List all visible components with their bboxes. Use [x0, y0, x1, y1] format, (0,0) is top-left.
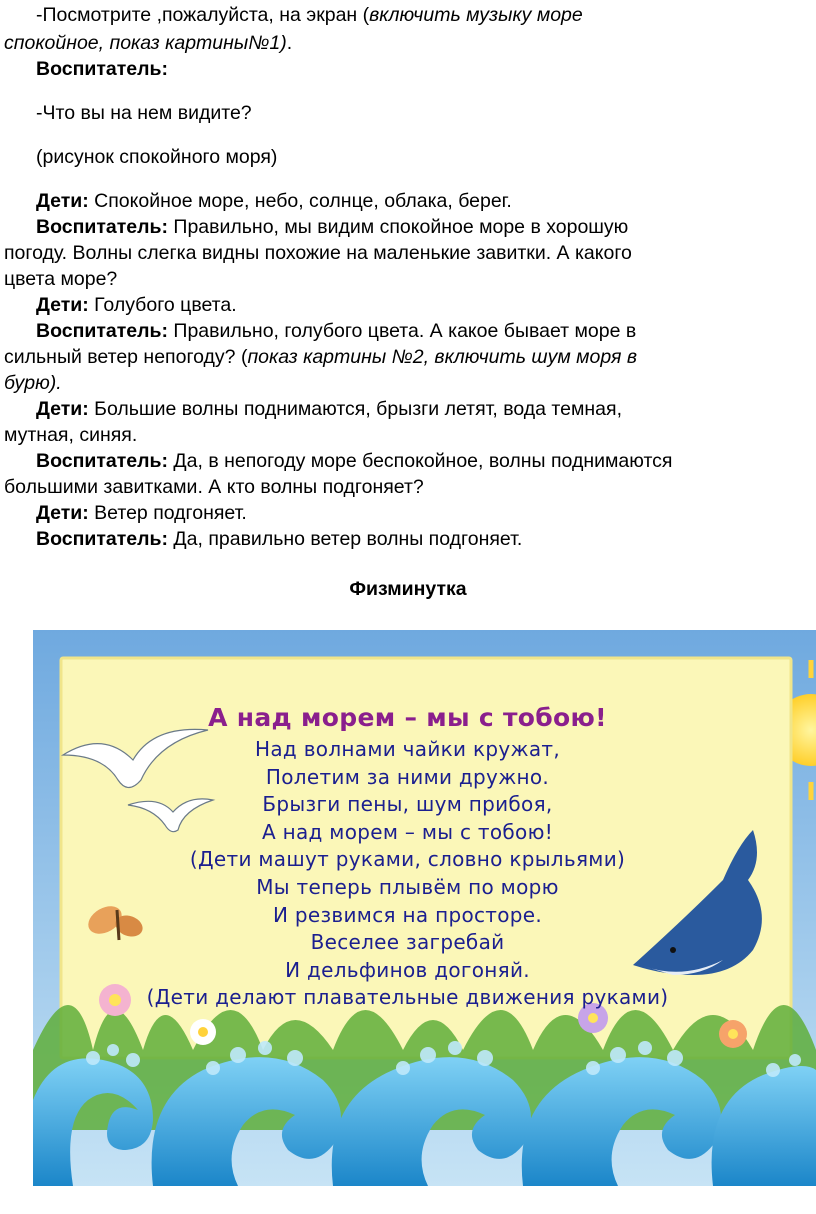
children-label: Дети: [36, 398, 89, 420]
question-note: (рисунок спокойного моря) [36, 146, 278, 168]
teacher-line-5 [36, 526, 522, 552]
intro-text: -Посмотрите ,пожалуйста, на экран ( [36, 4, 370, 26]
intro-line-2 [4, 30, 292, 56]
children-answer-3 [36, 396, 622, 422]
poem-line: Брызги пены, шум прибоя, [262, 792, 553, 817]
teacher-line-3b [4, 344, 637, 370]
intro-italic-2: спокойное, показ картины№1) [4, 32, 287, 54]
teacher-text: Правильно, мы видим спокойное море в хорошую [168, 216, 629, 238]
teacher-label: Воспитатель: [36, 216, 169, 238]
teacher-line-3a [36, 318, 636, 344]
teacher-line-2a [36, 214, 628, 240]
poem-block [60, 700, 755, 1012]
teacher-italic: показ картины №2, включить шум моря в [247, 346, 637, 368]
poem-line: И дельфинов догоняй. [285, 957, 530, 982]
teacher-text: Да, в непогоду море беспокойное, волны поднимаются [168, 450, 673, 472]
answer-text: Спокойное море, небо, солнце, облака, берег. [88, 190, 512, 212]
teacher-label: Воспитатель: [36, 58, 169, 80]
intro-line-1 [36, 2, 583, 28]
teacher-label: Воспитатель: [36, 450, 169, 472]
children-answer-2 [36, 292, 237, 318]
question-1: -Что вы на нем видите? [36, 102, 252, 124]
answer-text: Голубого цвета. [88, 294, 237, 316]
children-answer-1 [36, 188, 512, 214]
teacher-text: сильный ветер непогоду? ( [4, 346, 248, 368]
poem-line: Веселее загребай [310, 930, 505, 955]
children-label: Дети: [36, 294, 89, 316]
teacher-line-3c: бурю). [4, 372, 62, 394]
teacher-line-2c: цвета море? [4, 268, 118, 290]
answer-text: Ветер подгоняет. [88, 502, 247, 524]
poem-line: Полетим за ними дружно. [265, 764, 550, 789]
teacher-line-4a [36, 448, 672, 474]
teacher-text: Правильно, голубого цвета. А какое бывает море в [168, 320, 637, 342]
children-label: Дети: [36, 502, 89, 524]
poem-line: (Дети делают плавательные движения руками) [146, 985, 669, 1010]
children-answer-3b: мутная, синяя. [4, 424, 138, 446]
intro-dot: . [286, 32, 293, 54]
children-label: Дети: [36, 190, 89, 212]
section-title: Физминутка [349, 578, 467, 600]
teacher-text: Да, правильно ветер волны подгоняет. [168, 528, 523, 550]
teacher-line-4b: большими завитками. А кто волны подгоняет? [4, 476, 424, 498]
answer-text: Большие волны поднимаются, брызги летят, вода темная, [88, 398, 622, 420]
poem-title: А над морем – мы с тобою! [208, 703, 607, 732]
teacher-label: Воспитатель: [36, 320, 169, 342]
poem-line: И резвимся на просторе. [272, 902, 543, 927]
poem-line: Над волнами чайки кружат, [255, 737, 560, 761]
children-answer-4 [36, 500, 247, 526]
teacher-line-2b: погоду. Волны слегка видны похожие на маленькие завитки. А какого [4, 242, 632, 264]
poem-line: (Дети машут руками, словно крыльями) [189, 847, 626, 872]
teacher-label: Воспитатель: [36, 528, 169, 550]
poem-line: А над морем – мы с тобою! [261, 819, 554, 844]
poem-line: Мы теперь плывём по морю [256, 874, 559, 899]
intro-italic: включить музыку море [369, 4, 583, 26]
